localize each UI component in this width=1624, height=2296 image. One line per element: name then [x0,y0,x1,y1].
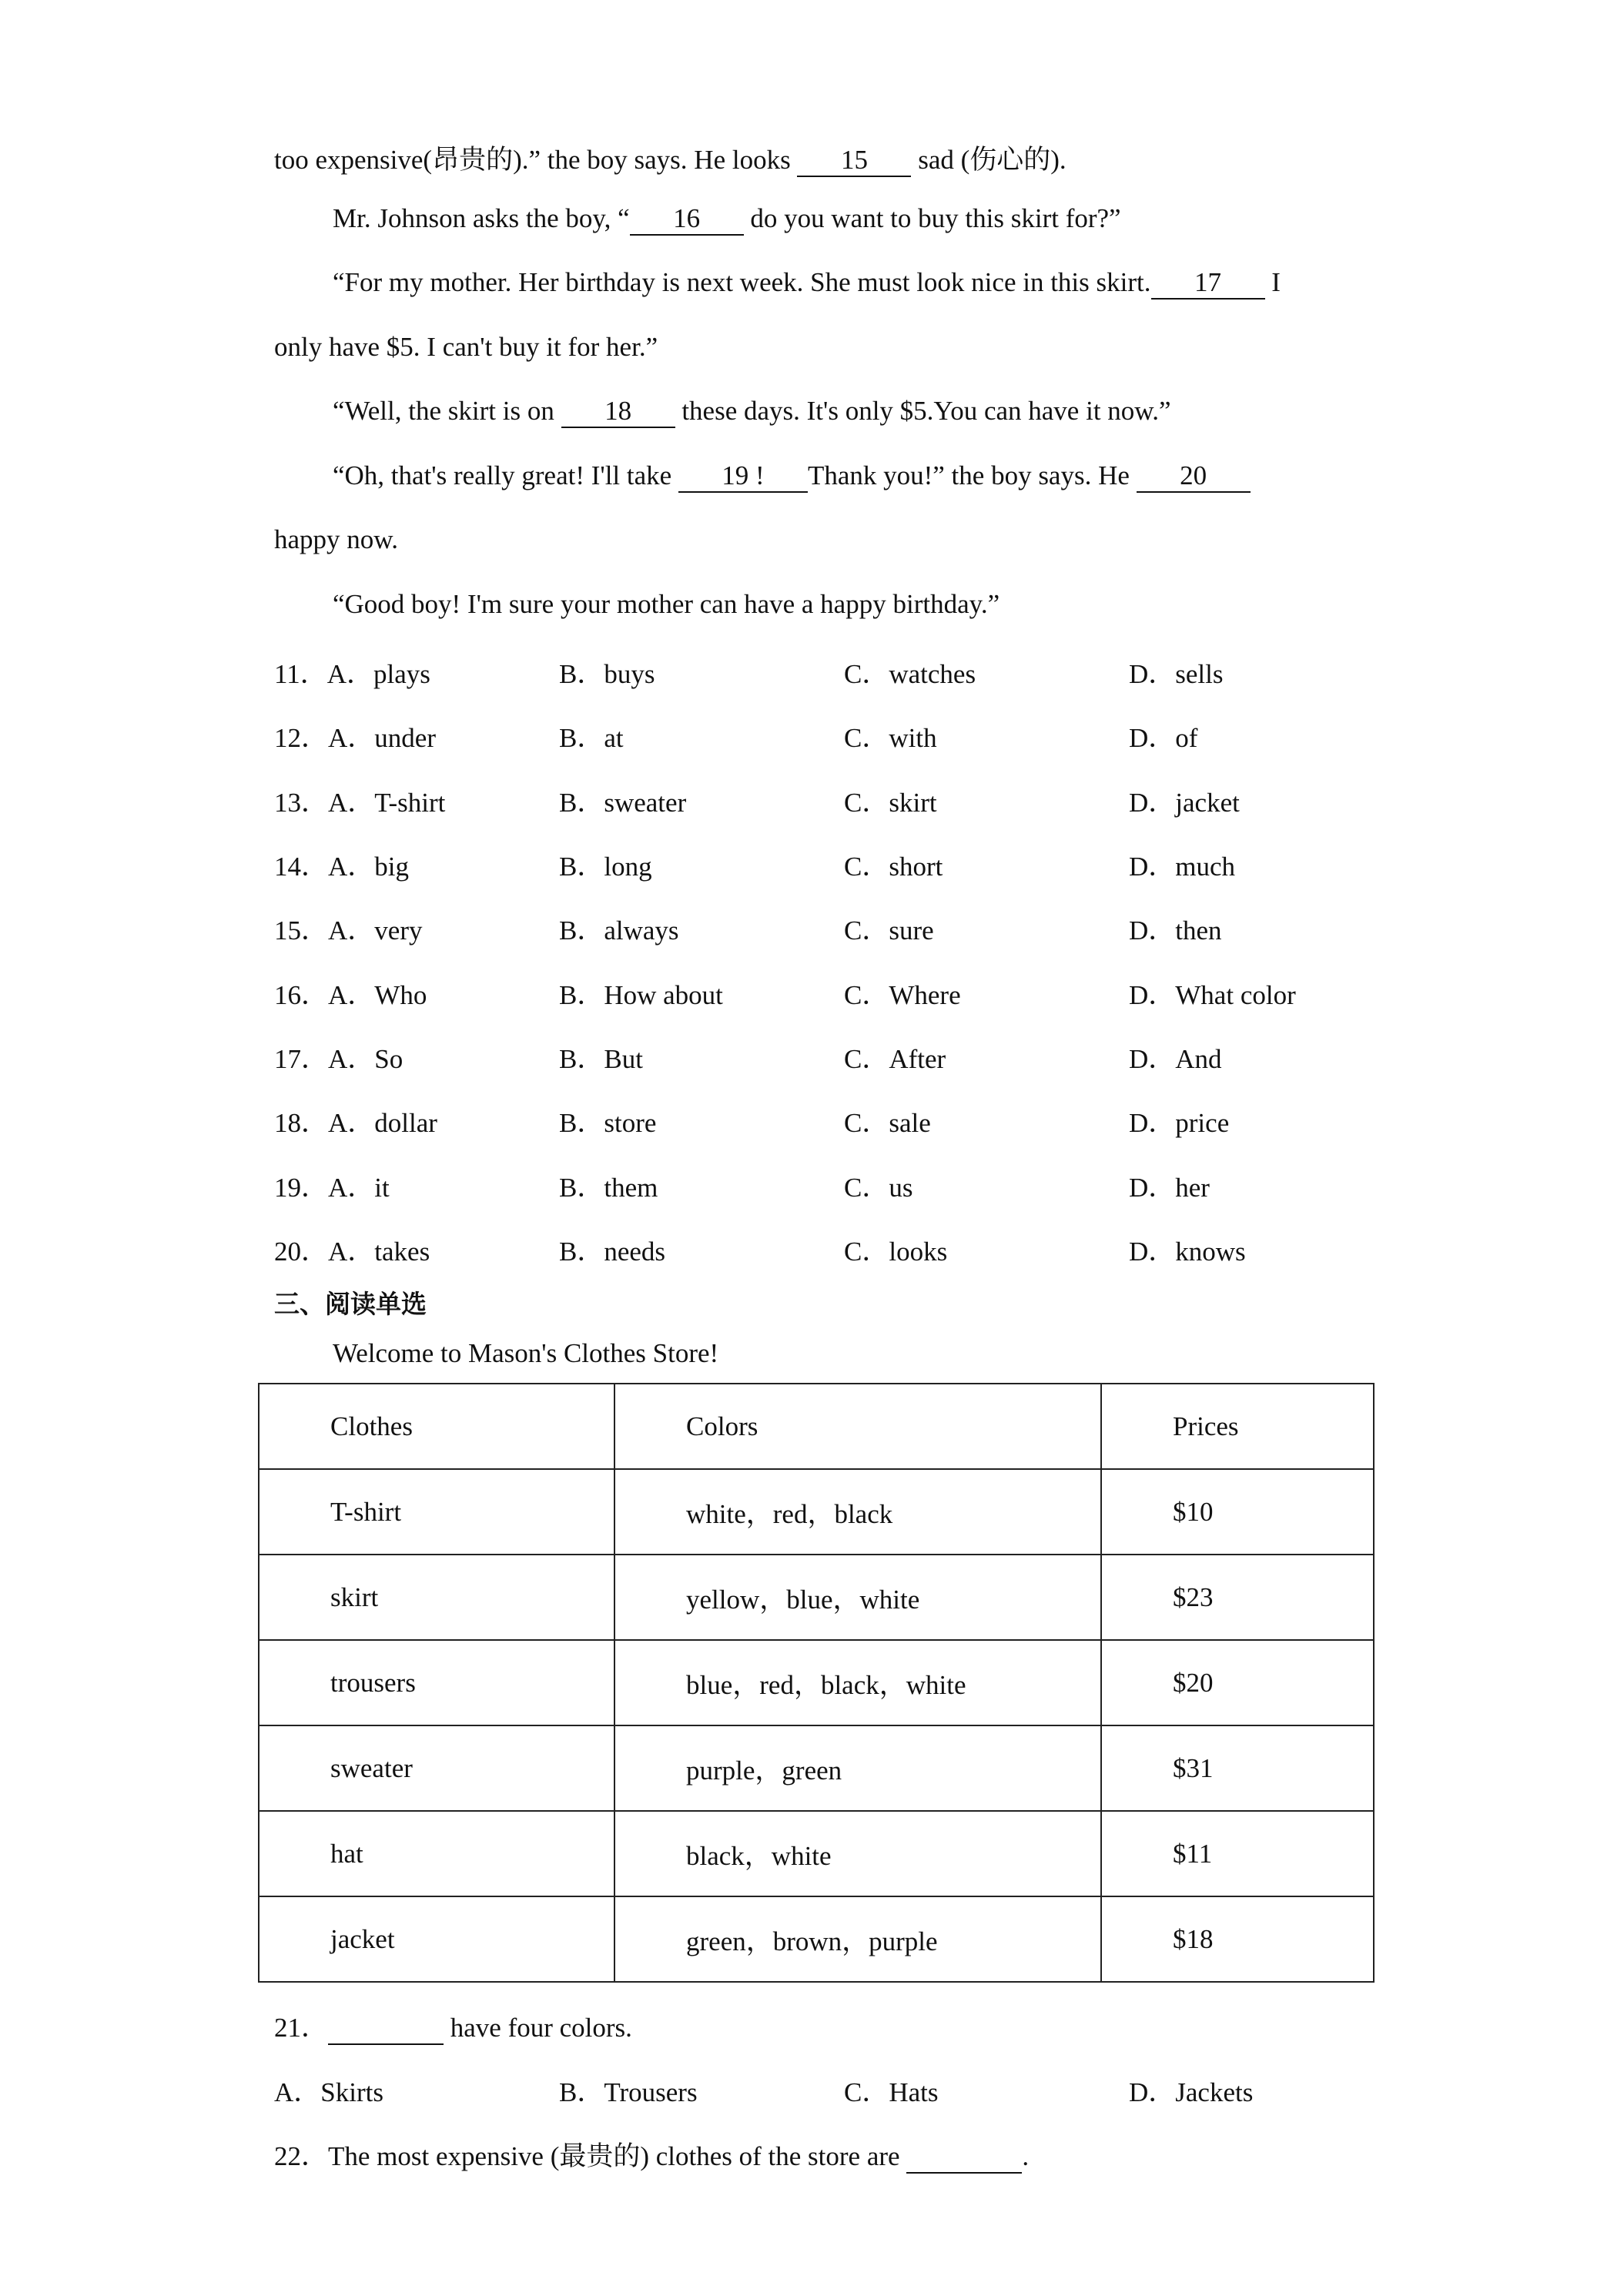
option-d: D．price [1129,1108,1230,1138]
table-header-row [259,1384,1374,1469]
table-row [259,1640,1374,1725]
table-cell: hat [259,1811,614,1896]
passage-line-5: “Well, the skirt is on 18 these days. It's only $5.You can have it now.” [333,396,1171,428]
option-a: A．Who [328,980,427,1010]
option-c: C．short [844,852,943,882]
option-d: D．her [1129,1173,1210,1203]
option-a: A．So [328,1044,403,1074]
answer-blank [328,2013,444,2045]
passage-line-3: “For my mother. Her birthday is next week. She must look nice in this skirt. 17 I [333,267,1281,300]
option-a: A．plays [326,659,430,689]
option-d: D．knows [1129,1237,1246,1267]
question-number: 19． [274,1173,329,1203]
table-header: Colors [614,1384,1101,1469]
blank-15: 15 [797,146,911,177]
table-cell: green，brown，purple [614,1896,1101,1982]
option-row [274,1038,403,1076]
option-b: B．buys [559,659,655,689]
blank-16: 16 [630,204,744,236]
passage-line-8: “Good boy! I'm sure your mother can have a happy birthday.” [333,589,1000,619]
table-cell: $10 [1101,1469,1374,1555]
option-c: C．us [844,1173,913,1203]
question-number: 22． [274,2141,329,2171]
option-a: A．under [328,723,436,753]
table-row [259,1469,1374,1555]
option-row [274,782,445,820]
table-cell: $20 [1101,1640,1374,1725]
option-d: D．And [1129,1044,1222,1074]
table-cell: skirt [259,1555,614,1640]
question-21 [274,2006,632,2045]
option-c: C．sure [844,915,934,946]
table-cell: T-shirt [259,1469,614,1555]
passage-line-1: too expensive(昂贵的).” the boy says. He looks 15 sad (伤心的). [274,139,1066,177]
option-d: D．Jackets [1129,2077,1254,2107]
table-cell: sweater [259,1725,614,1811]
table-cell: $31 [1101,1725,1374,1811]
table-row [259,1555,1374,1640]
table-row [259,1896,1374,1982]
blank-20: 20 [1137,461,1251,493]
passage-line-6: “Oh, that's really great! I'll take 19 ! Thank you!” the boy says. He 20 [333,460,1251,493]
option-d: D．sells [1129,659,1224,689]
option-c: C．After [844,1044,946,1074]
table-cell: $23 [1101,1555,1374,1640]
option-b: B．always [559,915,679,946]
blank-17: 17 [1151,268,1265,300]
option-b: B．at [559,723,624,753]
question-number: 18． [274,1108,329,1138]
blank-19: 19 ! [678,461,808,493]
option-b: B．them [559,1173,658,1203]
option-b: B．sweater [559,788,687,818]
question-text: have four colors. [444,2013,632,2043]
question-text: The most expensive (最贵的) clothes of the store are [328,2141,907,2171]
table-cell: white，red，black [614,1469,1101,1555]
option-row [274,653,430,691]
table-cell: $11 [1101,1811,1374,1896]
option-d: D．jacket [1129,788,1240,818]
blank-18: 18 [561,397,675,428]
table-header: Prices [1101,1384,1374,1469]
option-c: C．sale [844,1108,931,1138]
passage-line-7: happy now. [274,524,399,554]
option-c: C．watches [844,659,976,689]
option-row [274,717,436,755]
table-row [259,1725,1374,1811]
section-heading: 三、阅读单选 [274,1289,427,1319]
table-cell: trousers [259,1640,614,1725]
option-c: C．Hats [844,2077,939,2107]
question-number: 16． [274,980,329,1010]
question-number: 17． [274,1044,329,1074]
question-number: 12． [274,723,329,753]
table-cell: $18 [1101,1896,1374,1982]
option-d: D．of [1129,723,1198,753]
option-d: D．then [1129,915,1222,946]
option-b: B．long [559,852,652,882]
option-c: C．with [844,723,937,753]
option-b: B．Trousers [559,2077,698,2107]
option-row [274,845,409,884]
table-header: Clothes [259,1384,614,1469]
price-table [258,1383,1375,1983]
option-b: B．needs [559,1237,666,1267]
table-cell: blue，red，black，white [614,1640,1101,1725]
option-a: A．very [328,915,423,946]
option-d: D．What color [1129,980,1296,1010]
option-b: B．store [559,1108,657,1138]
option-b: B．But [559,1044,643,1074]
option-row [274,1166,390,1205]
option-a: A．big [328,852,410,882]
question-number: 11． [274,659,327,689]
passage-line-4: only have $5. I can't buy it for her.” [274,332,658,362]
option-row [274,1102,437,1140]
table-cell: purple，green [614,1725,1101,1811]
question-number: 13． [274,788,329,818]
table-cell: yellow，blue，white [614,1555,1101,1640]
option-a: A．Skirts [274,2077,383,2107]
option-d: D．much [1129,852,1236,882]
option-a: A．dollar [328,1108,437,1138]
answer-blank [906,2142,1022,2174]
question-number: 15． [274,915,329,946]
option-a: A．it [328,1173,390,1203]
question-number: 21． [274,2013,329,2043]
option-c: C．looks [844,1237,948,1267]
option-c: C．Where [844,980,961,1010]
table-row [259,1811,1374,1896]
table-cell: black，white [614,1811,1101,1896]
option-row [274,974,427,1012]
table-cell: jacket [259,1896,614,1982]
option-b: B．How about [559,980,723,1010]
option-c: C．skirt [844,788,937,818]
option-row [274,909,422,948]
option-a: A．T-shirt [328,788,446,818]
passage-line-2: Mr. Johnson asks the boy, “ 16 do you want to buy this skirt for?” [333,203,1121,236]
section-intro: Welcome to Mason's Clothes Store! [333,1338,719,1368]
question-22: 22．The most expensive (最贵的) clothes of the store are . [274,2135,1029,2174]
question-number: 20． [274,1237,329,1267]
option-a: A．takes [328,1237,430,1267]
option-row [274,1230,430,1269]
question-number: 14． [274,852,329,882]
